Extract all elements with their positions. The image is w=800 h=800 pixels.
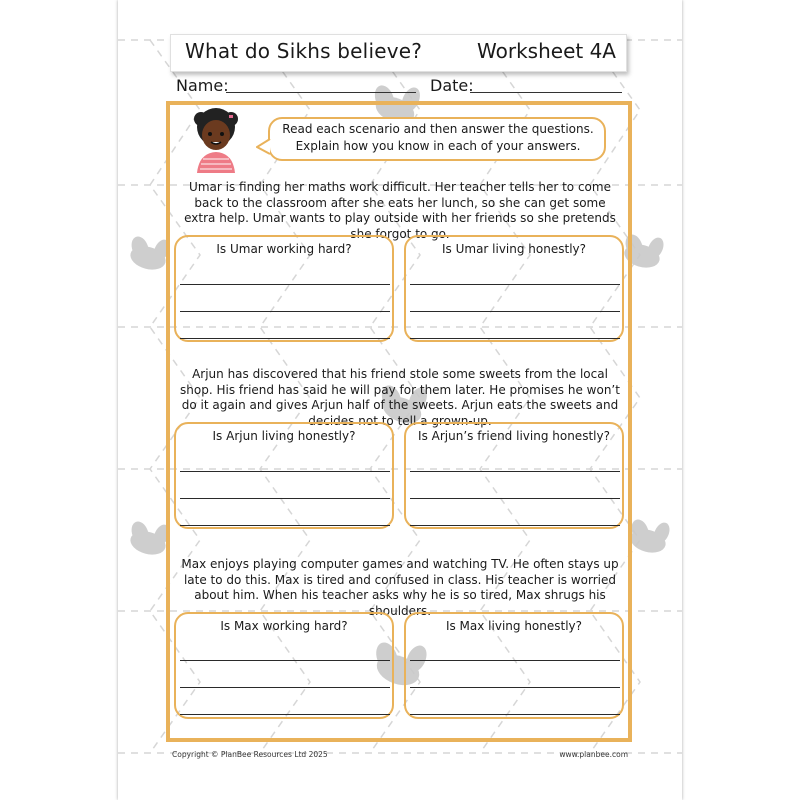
answer-line[interactable] <box>410 687 620 688</box>
answer-line[interactable] <box>180 338 390 339</box>
scenario-text: Arjun has discovered that his friend stole some sweets from the local shop. His friend has said he will pay for them later. He promises he won’t do it again and gives Arjun half of the sweets. Arjun eats the sweets and decides not to tell a grown-up. <box>180 367 620 428</box>
answer-line[interactable] <box>180 660 390 661</box>
answer-line[interactable] <box>410 338 620 339</box>
answer-line[interactable] <box>180 471 390 472</box>
answer-line[interactable] <box>410 311 620 312</box>
answer-line[interactable] <box>180 311 390 312</box>
answer-line[interactable] <box>180 284 390 285</box>
answer-line[interactable] <box>180 498 390 499</box>
question-label: Is Arjun living honestly? <box>212 429 356 443</box>
website-link[interactable]: www.planbee.com <box>559 750 628 759</box>
answer-line[interactable] <box>180 687 390 688</box>
answer-line[interactable] <box>410 660 620 661</box>
name-field[interactable] <box>226 92 416 93</box>
answer-line[interactable] <box>410 525 620 526</box>
answer-line[interactable] <box>410 498 620 499</box>
question-label: Is Max working hard? <box>220 619 348 633</box>
answer-line[interactable] <box>410 714 620 715</box>
answer-line[interactable] <box>410 471 620 472</box>
answer-line[interactable] <box>180 525 390 526</box>
worksheet-number: Worksheet 4A <box>477 39 616 63</box>
scenario-text: Max enjoys playing computer games and watching TV. He often stays up late to do this. Max is tired and confused in class. His teacher is worried about him. When his teacher asks why he is so tired, Max shrugs his shoulders. <box>181 557 619 618</box>
title-bar <box>170 34 627 72</box>
date-label: Date: <box>430 76 474 95</box>
page-title: What do Sikhs believe? <box>185 39 423 63</box>
question-label: Is Umar living honestly? <box>441 242 587 256</box>
name-label: Name: <box>176 76 229 95</box>
copyright-text: Copyright © PlanBee Resources Ltd 2025 <box>172 750 328 759</box>
scenario-text: Umar is finding her maths work difficult. Her teacher tells her to come back to the classroom after she eats her lunch, so she can get some extra help. Umar wants to play outside with her friends so she pretends she forgot to go. <box>184 180 616 241</box>
girl-avatar-icon <box>189 107 243 173</box>
question-label: Is Max living honestly? <box>445 619 583 633</box>
answer-line[interactable] <box>410 284 620 285</box>
question-label: Is Umar working hard? <box>216 242 352 256</box>
instruction-text: Read each scenario and then answer the questions. Explain how you know in each of your answers. <box>282 122 594 153</box>
answer-line[interactable] <box>180 714 390 715</box>
question-label: Is Arjun’s friend living honestly? <box>418 429 610 443</box>
bubble-tail <box>256 138 272 156</box>
date-field[interactable] <box>470 92 622 93</box>
